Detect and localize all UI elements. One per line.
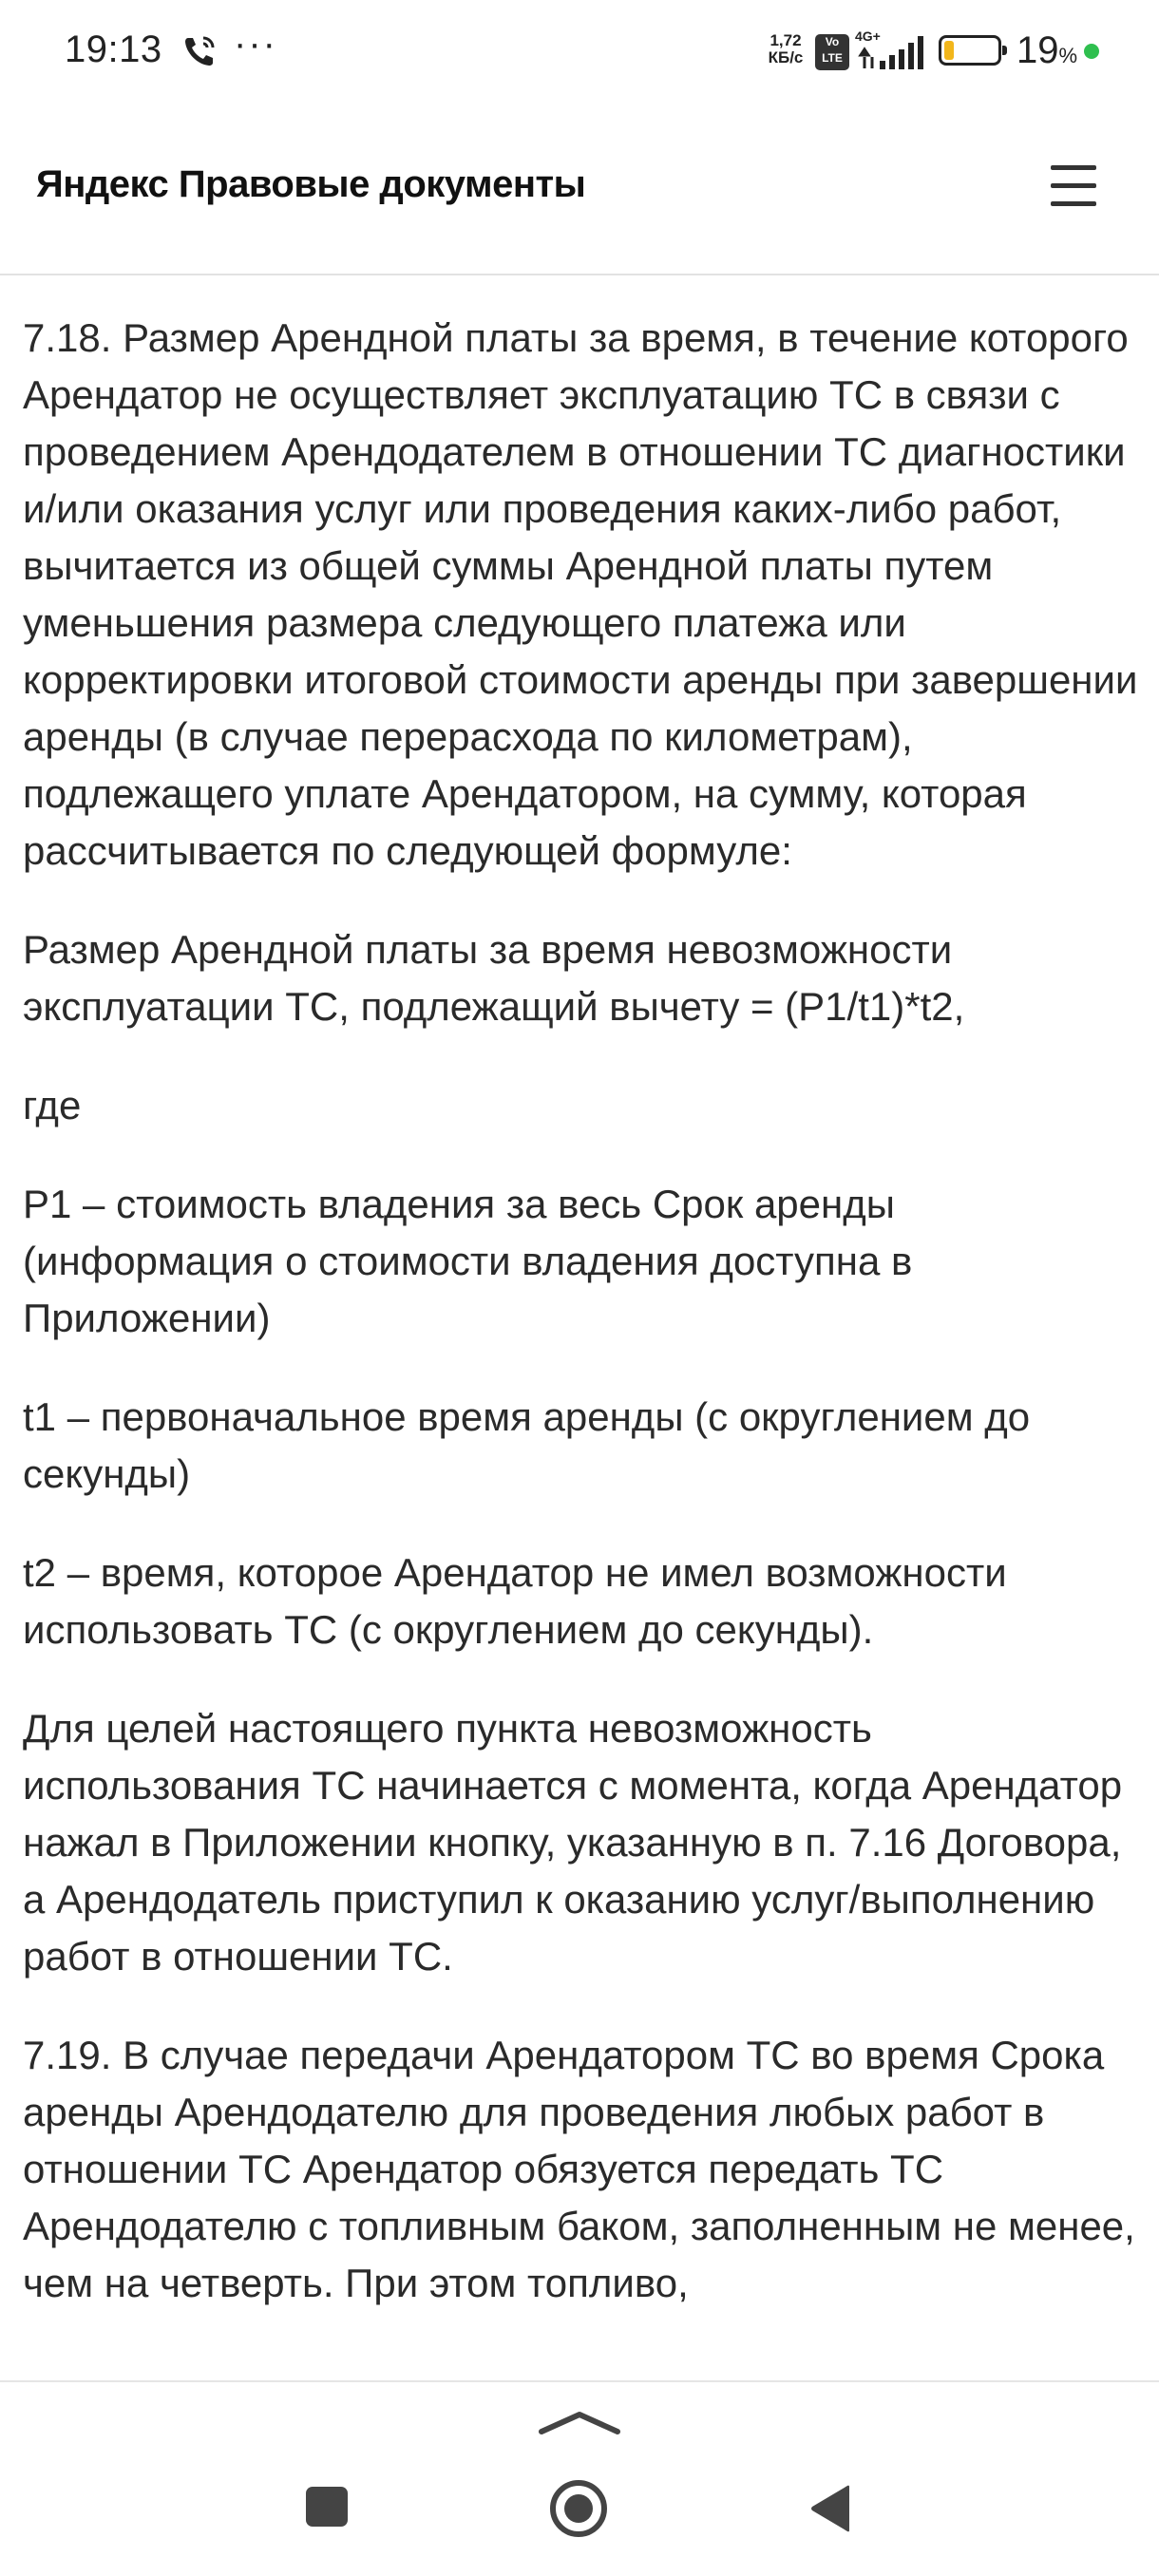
paragraph: P1 – стоимость владения за весь Срок аренды (информация о стоимости владения доступна в Приложении)	[23, 1182, 913, 1340]
triangle-back-icon[interactable]	[808, 2483, 853, 2534]
paragraph: Размер Арендной платы за время невозможности эксплуатации ТС, подлежащий вычету = (P1/t1)*t2,	[23, 927, 965, 1029]
circle-home-icon[interactable]	[549, 2479, 608, 2538]
volte-top: Vo	[825, 35, 840, 48]
document-body	[23, 310, 1139, 2354]
network-speed-unit: КБ/с	[768, 48, 804, 66]
status-bar	[0, 0, 1159, 106]
paragraph: 7.18. Размер Арендной платы за время, в течение которого Арендатор не осуществляет эксплуатацию ТС в связи с проведением Арендодателем в отношении ТС диагностики и/или оказания услуг или проведения каких-либо работ, вычитается из общей суммы Арендной платы путем уменьшения размера следующего платежа или корректировки итоговой стоимости аренды при завершении аренды (в случае перерасхода по километрам), подлежащего уплате Арендатором, на сумму, которая рассчитывается по следующей формуле:	[23, 315, 1138, 873]
volte-bottom: LTE	[822, 51, 843, 65]
battery-percent-unit: %	[1058, 44, 1078, 67]
chevron-up-icon[interactable]	[538, 2409, 621, 2435]
paragraph: 7.19. В случае передачи Арендатором ТС во время Срока аренды Арендодателю для проведения любых работ в отношении ТС Арендатор обязуется передать ТС Арендодателю с топливным баком, заполненным не менее, чем на четверть. При этом топливо,	[23, 2033, 1135, 2305]
paragraph: t1 – первоначальное время аренды (с округлением до секунды)	[23, 1394, 1031, 1496]
network-type: 4G+	[855, 28, 881, 44]
battery-percent-value: 19	[1016, 29, 1059, 71]
system-navigation-bar	[0, 2380, 1159, 2576]
battery-percent	[1016, 29, 1077, 72]
battery-icon	[939, 35, 1001, 66]
network-speed	[763, 32, 808, 66]
app-header	[0, 106, 1159, 275]
more-notifications-icon: ···	[234, 23, 277, 65]
paragraph: t2 – время, которое Арендатор не имел возможности использовать ТС (с округлением до секунды).	[23, 1550, 1007, 1652]
paragraph: где	[23, 1083, 82, 1127]
paragraph: Для целей настоящего пункта невозможность использования ТС начинается с момента, когда Арендатор нажал в Приложении кнопку, указанную в п. 7.16 Договора, а Арендодатель приступил к оказанию услуг/выполнению работ в отношении ТС.	[23, 1706, 1123, 1979]
site-logo-title[interactable]: Яндекс Правовые документы	[36, 163, 586, 205]
status-time: 19:13	[65, 28, 162, 70]
privacy-indicator-dot	[1084, 44, 1099, 59]
signal-strength-icon	[855, 30, 927, 70]
hamburger-menu-icon[interactable]	[1043, 156, 1104, 217]
battery-fill	[944, 41, 954, 60]
square-recents-icon[interactable]	[306, 2487, 348, 2527]
volte-badge	[815, 34, 849, 70]
network-speed-value: 1,72	[770, 31, 802, 49]
wifi-call-icon	[180, 32, 218, 70]
